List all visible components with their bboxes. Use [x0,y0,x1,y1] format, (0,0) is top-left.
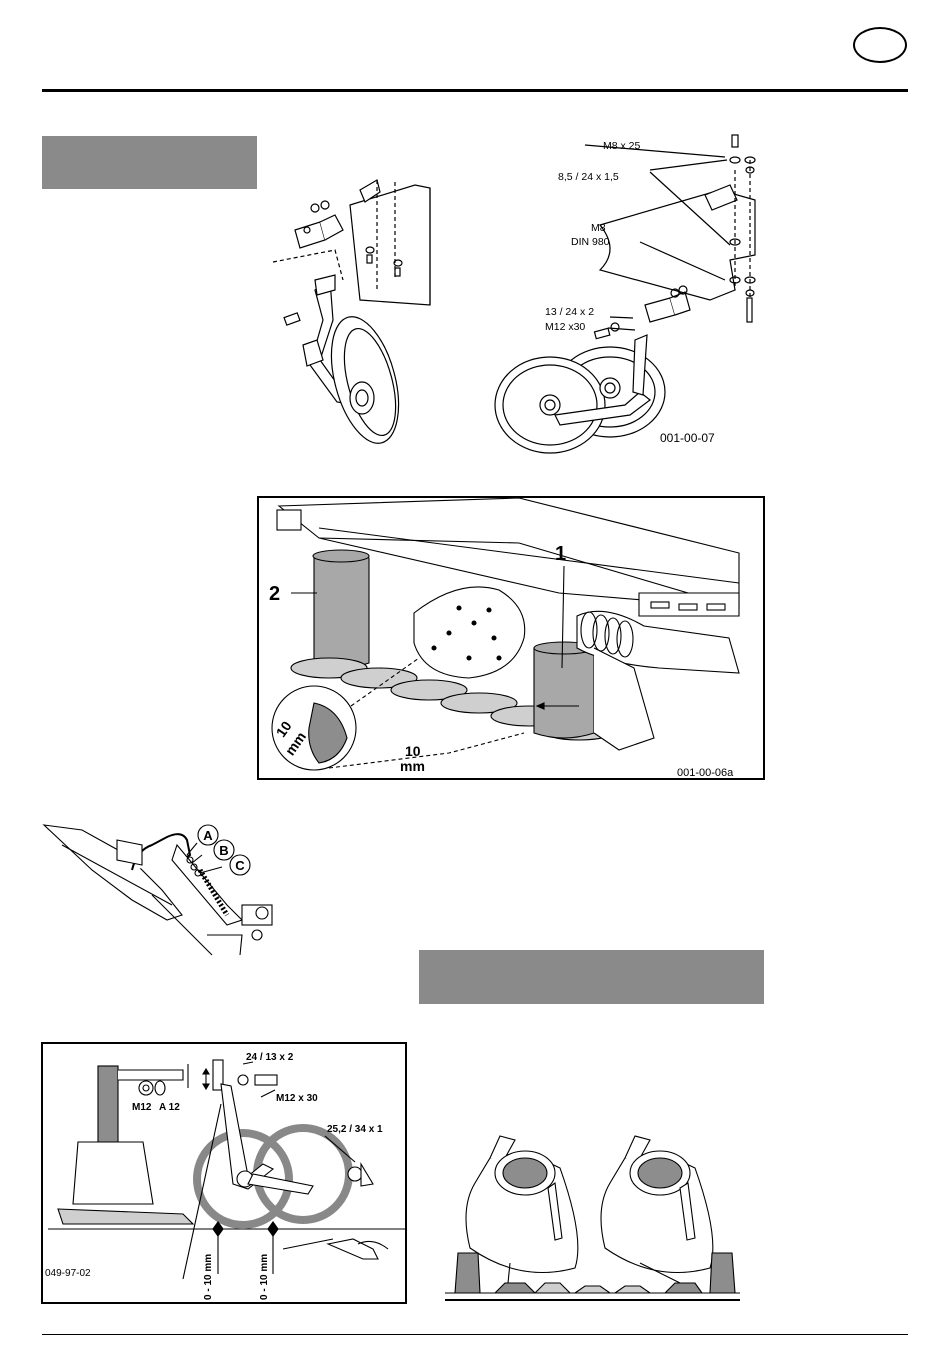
header-rule [42,89,908,92]
position-b-label: B [219,843,229,858]
item-number-1: 1 [555,543,567,565]
washer-label: A 12 [159,1102,180,1113]
washer-top-label: 24 / 13 x 2 [246,1052,294,1063]
section-heading-box-middle [419,950,764,1004]
figure-code: 001-00-06a [677,767,734,778]
nut-label-line1: M8 [591,222,606,234]
position-a-label: A [203,828,213,843]
skid-assembly-figure [265,130,785,460]
spacer-label: 13 / 24 x 2 [545,306,595,318]
ring-label: 25,2 / 34 x 1 [327,1124,383,1135]
nut-label: M12 [132,1102,152,1113]
screw-label: M12 x 30 [276,1093,318,1104]
item-number-2: 2 [269,583,281,605]
language-badge [853,27,907,63]
footer-rule [42,1334,908,1335]
figure-code: 049-97-02 [45,1268,91,1279]
gap-label-2: 0 - 10 mm [259,1253,270,1300]
mower-overview-figure [257,496,765,780]
gap-unit: mm [400,758,425,774]
gap-label-1: 0 - 10 mm [203,1253,214,1300]
gap-inset-unit: mm [281,728,310,759]
position-c-label: C [235,858,245,873]
nut-label-line2: DIN 980 [571,236,610,248]
gap-inset-value: 10 [272,717,295,740]
twin-skid-drawing [43,1044,405,1302]
section-heading-box-top [42,136,257,189]
bolt-label: M8 x 25 [603,140,641,152]
drum-hood-figure [440,1128,745,1310]
washer-label: 8,5 / 24 x 1,5 [558,171,619,183]
twin-skid-figure [41,1042,407,1304]
figure-code: 001-00-07 [660,431,715,445]
mower-overview-drawing [259,498,763,778]
skid-position-figure [42,815,282,960]
screw-label: M12 x30 [545,321,586,333]
gap-value: 10 [405,743,421,759]
